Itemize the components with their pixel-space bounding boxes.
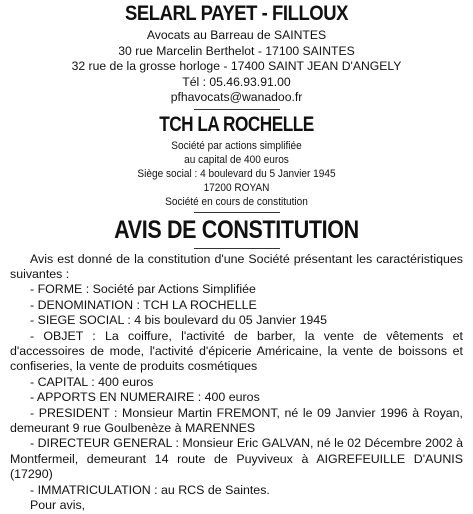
firm-name: SELARL PAYET - FILLOUX	[124, 2, 349, 25]
item-president: - PRESIDENT : Monsieur Martin FREMONT, né le 09 Janvier 1996 à Royan, demeurant 9 rue Goulbenèze à MARENNES	[10, 405, 463, 435]
item-siege: - SIEGE SOCIAL : 4 bis boulevard du 05 Janvier 1945	[30, 313, 328, 328]
firm-bar: Avocats au Barreau de SAINTES	[146, 28, 327, 42]
item-immatriculation: - IMMATRICULATION : au RCS de Saintes.	[30, 482, 270, 497]
notice-title-block	[10, 216, 463, 249]
company-postcode: 17200 ROYAN	[203, 182, 270, 195]
firm-address-angely: 32 rue de la grosse horloge - 17400 SAINT JEAN D'ANGELY	[71, 59, 402, 73]
item-forme: - FORME : Société par Actions Simplifiée	[30, 282, 256, 297]
notice-title: AVIS DE CONSTITUTION	[114, 215, 359, 244]
firm-email: pfhavocats@wanadoo.fr	[170, 90, 303, 104]
firm-phone: Tél : 05.46.93.91.00	[182, 74, 291, 89]
notice-intro: Avis est donné de la constitution d'une Société présentant les caractéristiques suivantes :	[10, 251, 463, 281]
company-status: Société en cours de constitution	[165, 196, 308, 209]
company-form: Société par actions simplifiée	[171, 139, 302, 152]
company-seat: Siège social : 4 boulevard du 5 Janvier 1945	[137, 167, 336, 180]
item-apports: - APPORTS EN NUMERAIRE : 400 euros	[30, 390, 260, 405]
notice-body	[10, 252, 463, 514]
item-denomination: - DENOMINATION : TCH LA ROCHELLE	[30, 297, 257, 312]
notice-closing: Pour avis,	[30, 498, 86, 513]
company-header	[10, 113, 463, 213]
item-directeur: - DIRECTEUR GENERAL : Monsieur Eric GALVAN, né le 02 Décembre 2002 à Montfermeil, demeurant 14 route de Puyviveux à AIGREFEUILLE D'AUNIS (17290)	[10, 436, 463, 482]
item-capital: - CAPITAL : 400 euros	[30, 374, 154, 389]
firm-address-saintes: 30 rue Marcelin Berthelot - 17100 SAINTES	[118, 43, 355, 58]
firm-header	[10, 2, 463, 110]
company-name: TCH LA ROCHELLE	[159, 112, 314, 136]
item-objet: - OBJET : La coiffure, l'activité de barber, la vente de vêtements et d'accessoires de mode, l'activité d'épicerie Américaine, la vente de boissons et confiseries, la vente de produits cosmétiques	[10, 328, 463, 374]
company-capital: au capital de 400 euros	[184, 153, 289, 166]
